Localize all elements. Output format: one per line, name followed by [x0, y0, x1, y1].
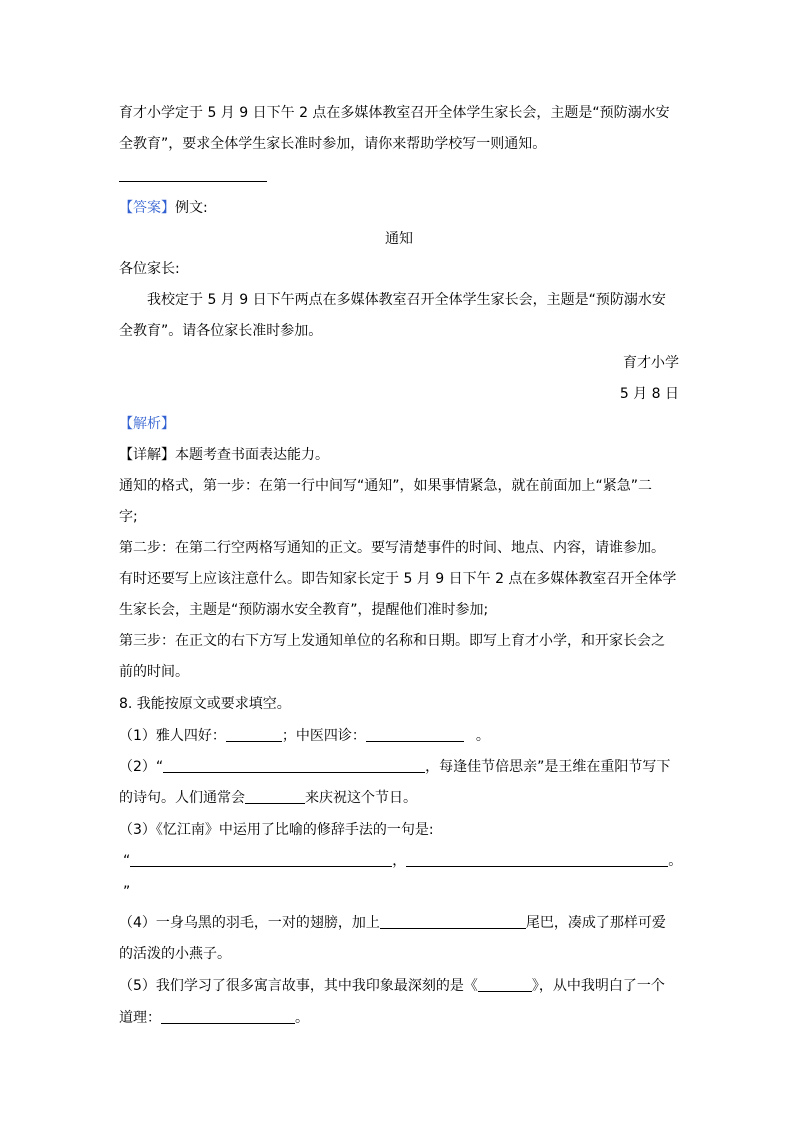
q8-item-5-text-d: 。	[295, 1010, 309, 1026]
q8-item-3-blank-2	[406, 852, 668, 867]
q8-item-2-line-2	[119, 788, 679, 808]
q8-item-5-line-1	[119, 976, 679, 996]
q8-item-2-blank-1	[163, 758, 425, 773]
answer-lead: 例文:	[175, 200, 208, 216]
q8-item-5-blank-2	[161, 1009, 295, 1024]
analysis-step3-line-1: 第三步：在正文的右下方写上发通知单位的名称和日期。即写上育才小学，和开家长会之	[119, 633, 665, 649]
q8-item-3-period: 。	[668, 853, 683, 869]
answer-tag: 【答案】	[119, 200, 175, 216]
q8-item-5-text-c: 道理：	[119, 1010, 161, 1026]
analysis-step2-line-1: 第二步：在第二行空两格写通知的正文。要写清楚事件的时间、地点、内容，请谁参加。	[119, 540, 665, 556]
question-line-1: 育才小学定于 5 月 9 日下午 2 点在多媒体教室召开全体学生家长会，主题是“预防溺水安	[119, 105, 670, 121]
q8-item-5-text-a: （5）我们学习了很多寓言故事，其中我印象最深刻的是《	[119, 978, 478, 994]
q8-item-3-blank-1	[130, 852, 392, 867]
q8-item-2-blank-2	[245, 789, 305, 804]
analysis-step1-line-1: 通知的格式，第一步：在第一行中间写“通知”，如果事情紧急，就在前面加上“紧急”二	[119, 478, 653, 494]
notice-body-line-2: 全教育”。请各位家长准时参加。	[119, 323, 323, 339]
q8-item-5-blank-1	[478, 977, 532, 992]
detail-tag: 【详解】	[119, 447, 175, 463]
q8-item-1-blank-1	[226, 727, 282, 742]
q8-item-5-text-b: 》，从中我明白了一个	[531, 978, 665, 994]
q8-item-2-line-1	[119, 757, 679, 777]
analysis-step2-line-3: 生家长会，主题是“预防溺水安全教育”，提醒他们准时参加;	[119, 602, 489, 618]
q8-item-3-close-quote: ”	[123, 884, 131, 900]
q8-heading: 8. 我能按原文或要求填空。	[119, 696, 291, 712]
q8-item-4-line-2: 的活泼的小燕子。	[119, 946, 231, 962]
notice-salutation: 各位家长:	[119, 261, 180, 277]
q8-item-4-line-1	[119, 913, 679, 933]
notice-body-line-1: 我校定于 5 月 9 日下午两点在多媒体教室召开全体学生家长会，主题是“预防溺水安	[147, 292, 666, 308]
q8-item-2-text-d: 来庆祝这个节日。	[305, 790, 417, 806]
q8-item-1-blank-2	[366, 727, 464, 742]
analysis-step1-line-2: 字;	[119, 509, 138, 525]
q8-item-3-line-1: （3）《忆江南》中运用了比喻的修辞手法的一句是:	[119, 822, 434, 838]
analysis-detail	[119, 445, 679, 465]
analysis-step2-line-2: 有时还要写上应该注意什么。即告知家长定于 5 月 9 日下午 2 点在多媒体教室召开全体学	[119, 571, 677, 587]
q8-item-1-text-b: ；中医四诊：	[281, 728, 366, 744]
question-line-2: 全教育”，要求全体学生家长准时参加，请你来帮助学校写一则通知。	[119, 136, 547, 152]
answer-blank-line	[119, 181, 267, 182]
q8-item-3-line-2	[119, 851, 683, 871]
notice-date: 5 月 8 日	[619, 386, 679, 402]
detail-text: 本题考查书面表达能力。	[175, 447, 329, 463]
q8-item-3-comma: ，	[392, 853, 407, 869]
q8-item-1	[119, 726, 679, 746]
q8-item-2-text-a: （2）“	[119, 759, 164, 775]
analysis-step3-line-2: 前的时间。	[119, 664, 189, 680]
q8-item-3-open-quote: “	[123, 853, 131, 869]
answer-heading	[119, 198, 679, 218]
q8-item-2-text-b: ，每逢佳节倍思亲”是王维在重阳节写下	[425, 759, 671, 775]
notice-signature: 育才小学	[623, 355, 679, 371]
q8-item-4-text-a: （4）一身乌黑的羽毛，一对的翅膀，加上	[119, 915, 380, 931]
notice-title: 通知	[385, 231, 413, 247]
q8-item-1-text-a: （1）雅人四好：	[119, 728, 226, 744]
q8-item-4-text-b: 尾巴，凑成了那样可爱	[525, 915, 666, 931]
q8-item-4-blank	[380, 914, 526, 929]
analysis-tag: 【解析】	[119, 416, 175, 432]
q8-item-1-text-c: 。	[475, 728, 490, 744]
q8-item-3-line-3	[119, 882, 679, 902]
q8-item-2-text-c: 的诗句。人们通常会	[119, 790, 245, 806]
q8-item-5-line-2	[119, 1008, 679, 1028]
